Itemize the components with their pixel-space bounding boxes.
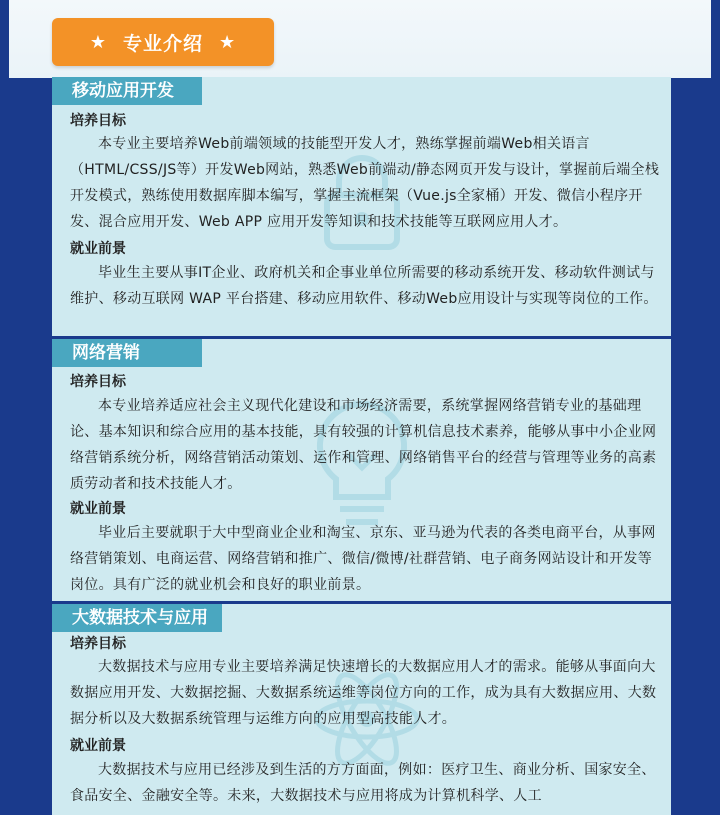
prospect-text: 毕业后主要就职于大中型商业企业和淘宝、京东、亚马逊为代表的各类电商平台，从事网络营销策划、电商运营、网络营销和推广、微信/微博/社群营销、电子商务网站设计和开发等岗位。具有广泛的就业机会和良好的职业前景。 [70,525,656,593]
goal-text: 大数据技术与应用专业主要培养满足快速增长的大数据应用人才的需求。能够从事面向大数据应用开发、大数据挖掘、大数据系统运维等岗位方向的工作，成为具有大数据应用、大数据分析以及大数据系统管理与运维方向的应用型高技能人才。 [70,659,657,727]
prospect-text: 大数据技术与应用已经涉及到生活的方方面面，例如：医疗卫生、商业分析、国家安全、食品安全、金融安全等。未来，大数据技术与应用将成为计算机科学、人工 [70,762,656,804]
goal-label: 培养目标 [70,113,126,129]
goal-label: 培养目标 [70,374,126,390]
right-frame-stripe [711,0,720,815]
star-icon: ★ [89,31,107,53]
page-title-badge [52,18,274,66]
prospect-text: 毕业生主要从事IT企业、政府机关和企事业单位所需要的移动系统开发、移动软件测试与维护、移动互联网 WAP 平台搭建、移动应用软件、移动Web应用设计与实现等岗位的工作。 [70,265,658,307]
left-frame-stripe [0,0,9,815]
goal-text: 本专业培养适应社会主义现代化建设和市场经济需要，系统掌握网络营销专业的基础理论、基本知识和综合应用的基本技能，具有较强的计算机信息技术素养，能够从事中小企业网络营销系统分析，网络营销活动策划、运作和管理、网络销售平台的经营与管理等业务的高素质劳动者和技术技能人才。 [70,398,657,492]
prospect-label: 就业前景 [70,501,126,517]
star-icon: ★ [219,31,237,53]
goal-text: 本专业主要培养Web前端领域的技能型开发人才，熟练掌握前端Web相关语言（HTML/CSS/JS等）开发Web网站，熟悉Web前端动/静态网页开发与设计，掌握前后端全栈开发模式，熟练使用数据库脚本编写，掌握主流框架（Vue.js全家桶）开发、微信小程序开发、混合应用开发、Web APP 应用开发等知识和技术技能等互联网应用人才。 [70,136,660,230]
section-title: 网络营销 [52,339,202,367]
section-network-marketing [52,339,671,601]
section-big-data [52,604,671,815]
prospect-label: 就业前景 [70,738,126,754]
section-title: 移动应用开发 [52,77,202,105]
prospect-label: 就业前景 [70,241,126,257]
goal-label: 培养目标 [70,636,126,652]
section-mobile-dev [52,77,671,336]
section-title: 大数据技术与应用 [52,604,222,632]
page-title: 专业介绍 [122,32,203,55]
